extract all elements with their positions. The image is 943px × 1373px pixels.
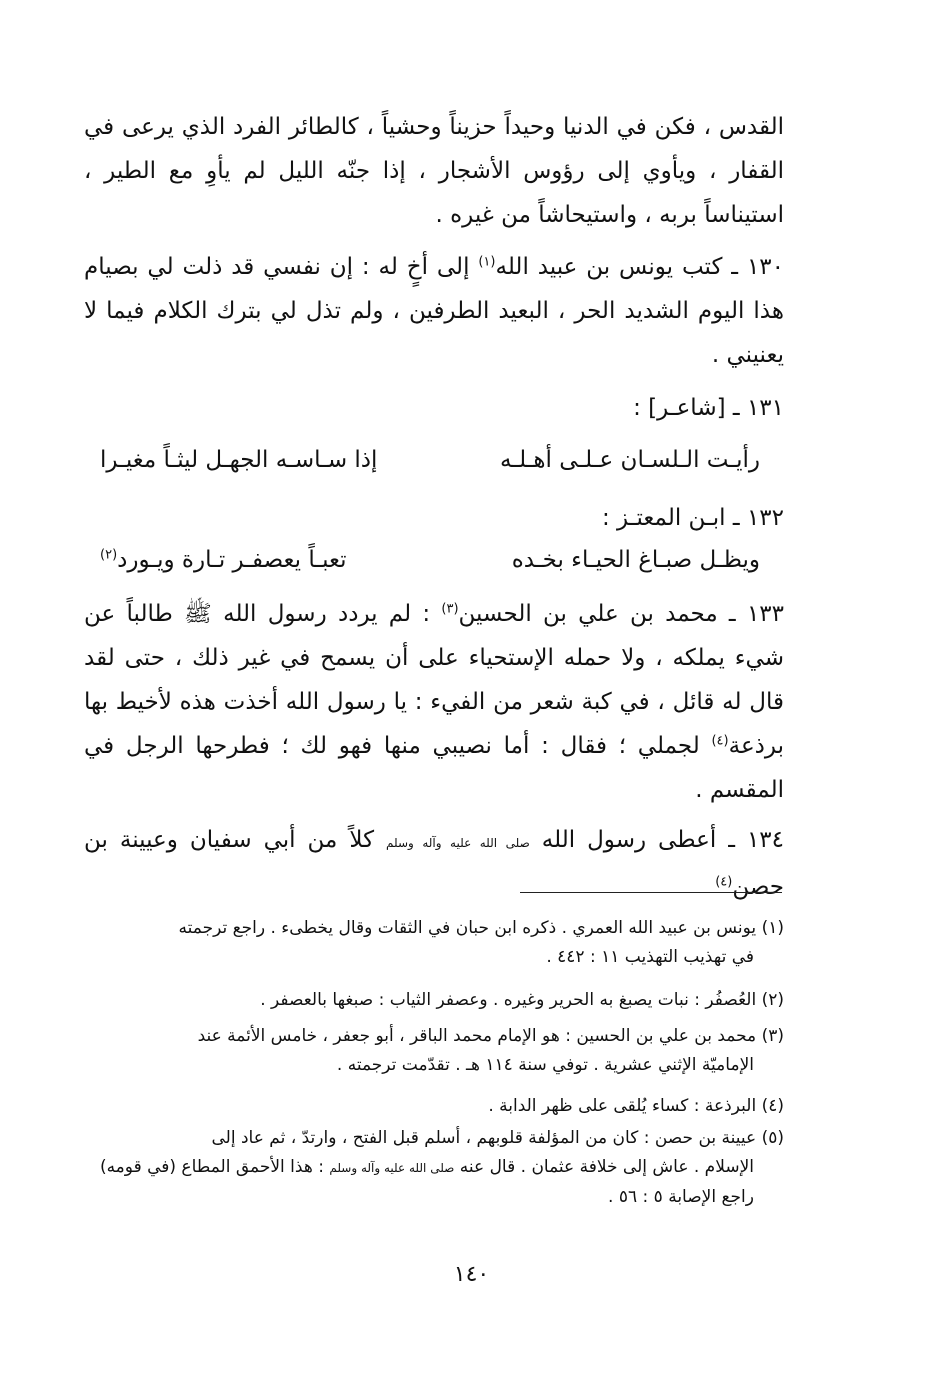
verse-132-second-hemistich: تعبـاً يعصفـر تـارة ويـورد$^{(٢)}$ (100, 547, 347, 573)
footnote-divider (520, 892, 782, 893)
footnote-5: (٥) عيينة بن حصن : كان من المؤلفة قلوبهم ، أسلم قبل الفتح ، وارتدّ ، ثم عاد إلى الإسلام . عاش إلى خلافة عثمان . قال عنه صلى الله عليه وآله وسلم : هذا الأحمق المطاع (في قومه) راجع الإصابة ٥ : ٥٦ . (99, 1128, 784, 1207)
verse-131-second-hemistich: إذا سـاسـه الجهـل ليثـاً مغيـرا (100, 447, 378, 473)
verse-132-first-hemistich: ويظـل صبـاغ الحيـاء بخـده (511, 547, 760, 573)
verse-132 (100, 540, 760, 580)
footnote-1: (١) يونس بن عبيد الله العمري . ذكره ابن حبان في الثقات وقال يخطىء . راجع ترجمته في تهذيب التهذيب ١١ : ٤٤٢ . (178, 918, 784, 967)
footnote-ref-1[interactable]: (١) (478, 254, 496, 270)
footnote-ref-5[interactable]: (٤) (715, 874, 733, 890)
paragraph-continued: القدس ، فكن في الدنيا وحيداً حزيناً وحشياً ، كالطائر الفرد الذي يرعى في القفار ، ويأوي إلى رؤوس الأشجار ، إذا جنّه الليل لم يأوِ مع الطير ، استيناساً بربه ، واستيحاشاً من غيره . (84, 114, 784, 228)
paragraph-130: ١٣٠ ـ كتب يونس بن عبيد الله$^{(١)}$ إلى أخٍ له : إن نفسي قد ذلت لي بصيام هذا اليوم الشديد الحر ، البعيد الطرفين ، ولم تذل لي بترك الكلام فيما لا يعنيني . (84, 254, 784, 368)
footnote-4: (٤) البرذعة : كساء يُلقى على ظهر الدابة . (488, 1096, 784, 1116)
footnote-2: (٢) العُصفُر : نبات يصبغ به الحرير وغيره . وعصفر الثياب : صبغها بالعصفر . (260, 990, 784, 1010)
heading-132: ١٣٢ ـ ابـن المعتـز : (602, 505, 784, 531)
footnote-3: (٣) محمد بن علي بن الحسين : هو الإمام محمد الباقر ، أبو جعفر ، خامس الأئمة عند الإماميّة الإثني عشرية . توفي سنة ١١٤ هـ . تقدّمت ترجمته . (197, 1026, 784, 1075)
heading-131: ١٣١ ـ [شاعـر] : (633, 395, 784, 421)
footnote-ref-2[interactable]: (٢) (100, 547, 118, 563)
footnote-ref-4[interactable]: (٤) (711, 733, 729, 749)
footnote-ref-3[interactable]: (٣) (441, 601, 459, 617)
verse-131-first-hemistich: رأيـت الـلسـان عـلـى أهـلـه (500, 447, 760, 473)
verse-131 (100, 440, 760, 480)
honorific-glyph: ﷺ (184, 601, 212, 627)
paragraph-134: ١٣٤ ـ أعطى رسول الله صلى الله عليه وآله وسلم كلاً من أبي سفيان وعيينة بن حصن$^{(٤)}$ (84, 827, 784, 900)
honorific-text: صلى الله عليه وآله وسلم (329, 1161, 455, 1175)
paragraph-133: ١٣٣ ـ محمد بن علي بن الحسين$^{(٣)}$ : لم يردد رسول الله ﷺ طالباً عن شيء يملكه ، ولا حمله الإستحياء على أن يسمح في غير ذلك ، حتى لقد قال له قائل ، في كبة شعر من الفيء : يا رسول الله أخذت هذه لأخيط بها برذعة$^{(٤)}$ لجملي ؛ فقال : أما نصيبي منها فهو لك ؛ فطرحها الرجل في المقسم . (84, 601, 784, 803)
page-number: ١٤٠ (453, 1262, 490, 1287)
honorific-text: صلى الله عليه وآله وسلم (386, 836, 530, 850)
